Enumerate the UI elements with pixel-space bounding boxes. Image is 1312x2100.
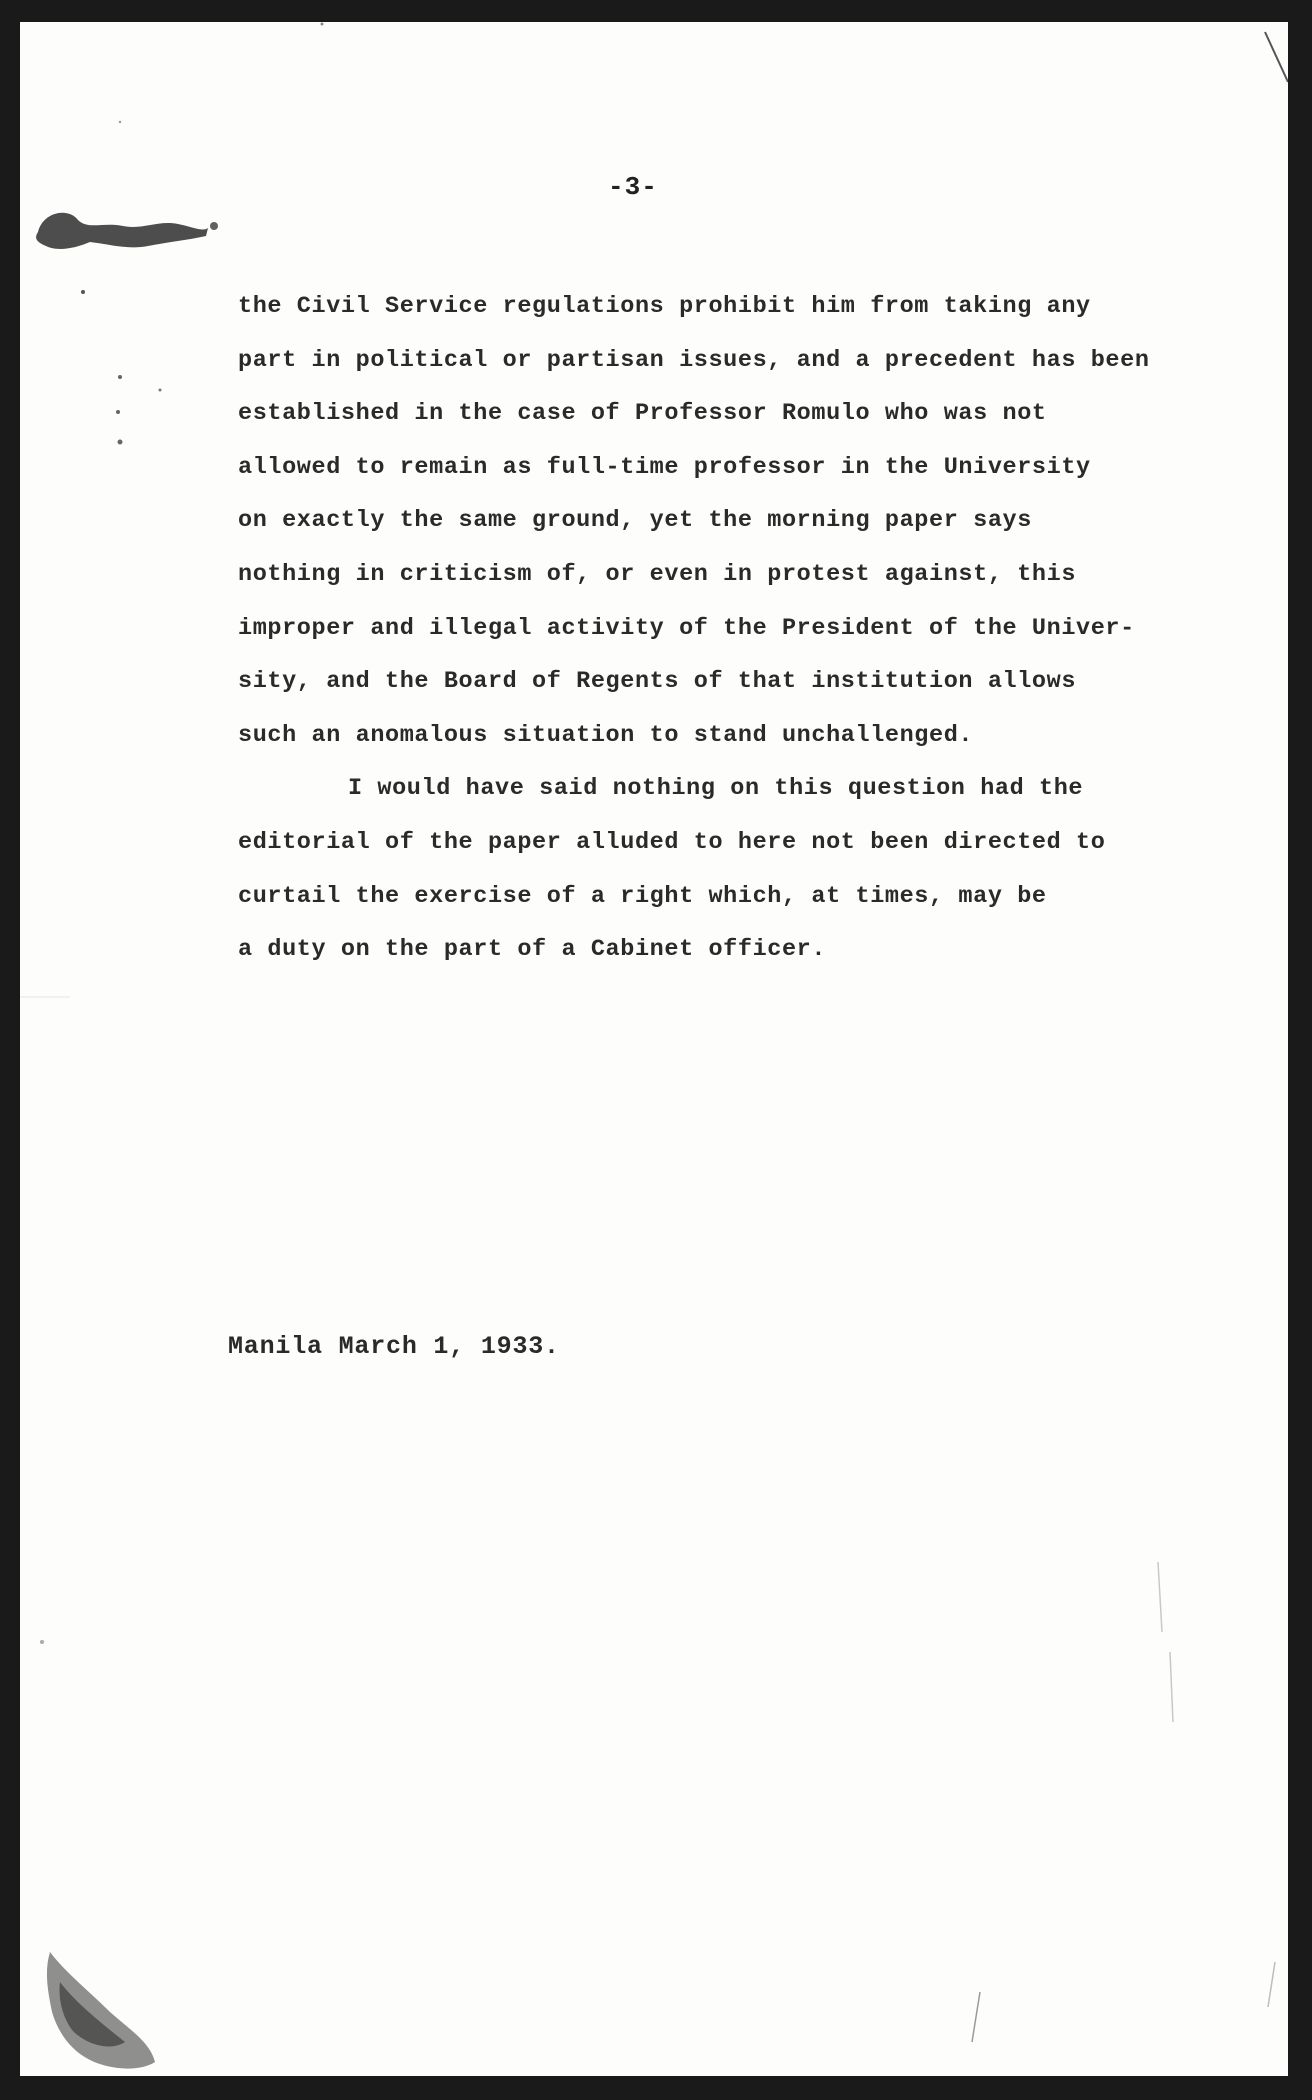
text-line: allowed to remain as full-time professor in the University: [238, 453, 1091, 481]
text-line: editorial of the paper alluded to here not been directed to: [238, 828, 1106, 856]
text-line: part in political or partisan issues, and a precedent has been: [238, 346, 1150, 374]
dateline: Manila March 1, 1933.: [228, 1332, 560, 1361]
text-line: nothing in criticism of, or even in protest against, this: [238, 560, 1077, 588]
text-line: the Civil Service regulations prohibit him from taking any: [238, 293, 1091, 320]
text-line: established in the case of Professor Romulo who was not: [238, 400, 1047, 428]
paragraph-2: [238, 762, 1248, 976]
text-line: a duty on the part of a Cabinet officer.: [238, 936, 827, 964]
letter-body: [238, 280, 1248, 977]
document-page: [20, 22, 1288, 2076]
ink-stain-bottom: [30, 1942, 170, 2076]
text-line: sity, and the Board of Regents of that institution allows: [238, 668, 1077, 696]
ink-stain-top: [28, 202, 218, 262]
text-line: I would have said nothing on this question had the: [348, 775, 1084, 803]
text-line: curtail the exercise of a right which, at times, may be: [238, 882, 1047, 910]
text-line: on exactly the same ground, yet the morning paper says: [238, 507, 1032, 535]
text-line: such an anomalous situation to stand unchallenged.: [238, 721, 974, 749]
paragraph-1: [238, 280, 1248, 762]
page-number: -3-: [608, 172, 658, 202]
text-line: improper and illegal activity of the President of the Univer-: [238, 614, 1135, 642]
